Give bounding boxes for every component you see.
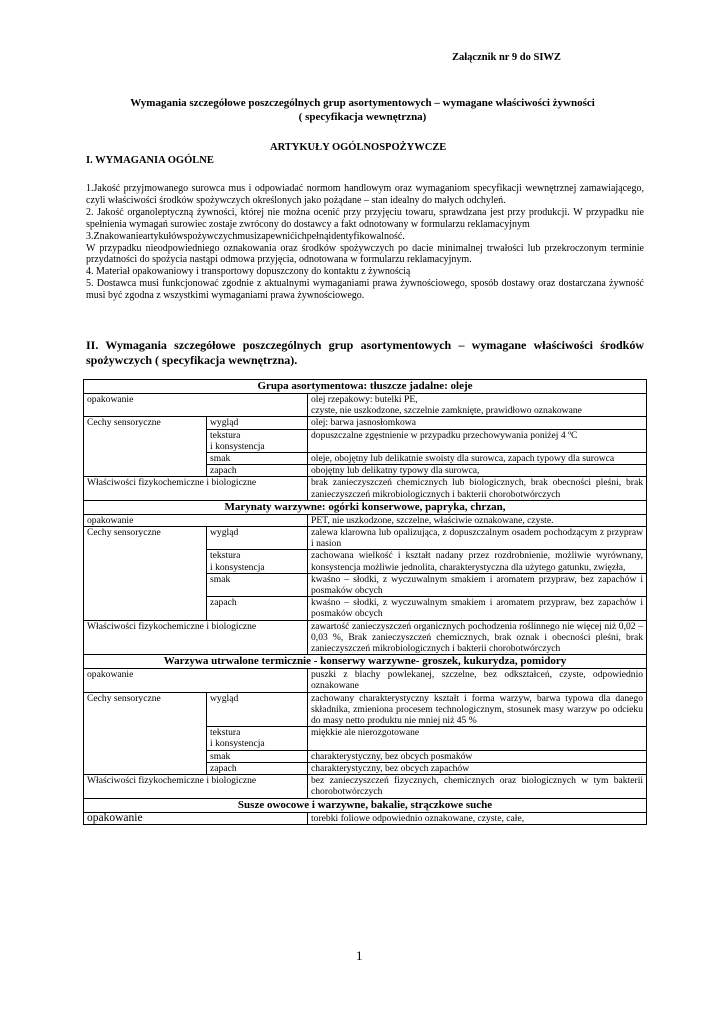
table-row [84,620,647,655]
value-line: olej rzepakowy: butelki PE, [311,394,418,405]
row-label: opakowanie [84,812,308,824]
sub-label: smak [207,573,308,596]
sub-label: zapach [207,762,308,774]
row-label: opakowanie [84,394,308,417]
row-value: zawartość zanieczyszczeń organicznych pochodzenia roślinnego nie więcej niż 0,02 – 0,03 %, Brak zanieczyszczeń chemicznych, brak oznak i obecności pleśni, brak zanieczyszczeń mikrobiologicznych i bakterii chorobotwórczych [308,620,647,655]
sub-label: tekstura i konsystencja [207,550,308,573]
row-label: Cechy sensoryczne [84,692,207,774]
row-value: kwaśno – słodki, z wyczuwalnym smakiem i aromatem przypraw, bez zapachów i posmaków obcych [308,573,647,596]
sub-label: wygląd [207,692,308,727]
row-value: charakterystyczny, bez obcych zapachów [308,762,647,774]
row-value: zalewa klarowna lub opalizująca, z dopuszczalnym osadem pochodzącym z przypraw i nasion [308,527,647,550]
table-row [84,527,647,550]
requirement-paragraph: 4. Materiał opakowaniowy i transportowy dopuszczony do kontaktu z żywnością [86,266,411,278]
requirement-paragraph: 2. Jakość organoleptyczną żywności, której nie można ocenić przy przyjęciu towaru, sprawdzana jest przy produkcji. W przypadku nie spełnienia wymagań surowiec zostaje zwrócony do dostawcy a fakt odnotowany w formularzu reklamacyjnym [86,206,644,230]
group-header-row [84,380,647,394]
section-2-heading: II. Wymagania szczegółowe poszczególnych grup asortymentowych – wymagane właściwości środków spożywczych ( specyfikacja wewnętrzna). [86,338,644,367]
requirement-paragraph: 1.Jakość przyjmowanego surowca mus i odpowiadać normom handlowym oraz wymaganiom specyfikacji wewnętrznej zamawiającego, czyli właściwości środków spożywczych określonych jako pożądane – stan idealny do małych odchyleń. [86,183,644,206]
document-title [80,96,645,124]
requirement-paragraph: 3.Znakowanieartykułówspożywczychmusizapewnićichpełnąidentyfikowalność. [86,230,405,242]
row-label: Cechy sensoryczne [84,417,207,477]
table-row [84,775,647,798]
sub-label: wygląd [207,417,308,429]
row-value: PET, nie uszkodzone, szczelne, właściwie oznakowane, czyste. [308,514,647,526]
row-value: bez zanieczyszczeń fizycznych, chemicznych oraz biologicznych w tym bakterii chorobotwórczych [308,775,647,798]
sub-label: smak [207,750,308,762]
table-row [84,514,647,526]
row-value: puszki z blachy powlekanej, szczelne, bez odkształceń, czyste, odpowiednio oznakowane [308,669,647,692]
category-subtitle: ARTYKUŁY OGÓLNOSPOŻYWCZE [270,142,447,153]
table-row [84,669,647,692]
row-value: kwaśno – słodki, z wyczuwalnym smakiem i aromatem przypraw, bez zapachów i posmaków obcych [308,597,647,620]
sub-label: tekstura i konsystencja [207,429,308,452]
row-value: oleje, obojętny lub delikatnie swoisty dla surowca, zapach typowy dla surowca [308,453,647,465]
row-label: opakowanie [84,669,308,692]
group-title: Marynaty warzywne: ogórki konserwowe, papryka, chrzan, [84,500,647,514]
row-label: Cechy sensoryczne [84,527,207,621]
row-value: obojętny lub delikatny typowy dla surowca, [308,465,647,477]
row-label: Właściwości fizykochemiczne i biologiczne [84,620,308,655]
sub-label: zapach [207,465,308,477]
row-label: Właściwości fizykochemiczne i biologiczne [84,775,308,798]
requirement-paragraph: 5. Dostawca musi funkcjonować zgodnie z aktualnymi wymaganiami prawa żywnościowego, sposób dostawy oraz dostarczana żywność musi być zgodna z wszystkimi wymaganiami prawa żywnościowego. [86,278,644,302]
title-line-1: Wymagania szczegółowe poszczególnych grup asortymentowych – wymagane właściwości żywności [130,97,595,109]
section-1-heading: I. WYMAGANIA OGÓLNE [86,155,214,166]
sub-label: zapach [207,597,308,620]
row-value: miękkie ale nierozgotowane [308,727,647,750]
group-header-row [84,655,647,669]
sub-label: wygląd [207,527,308,550]
group-title: Warzywa utrwalone termicznie - konserwy warzywne- groszek, kukurydza, pomidory [84,655,647,669]
general-requirements [86,183,644,302]
row-value: brak zanieczyszczeń chemicznych lub biologicznych, brak obecności pleśni, brak zanieczyszczeń mikrobiologicznych i bakterii chorobotwórczych [308,477,647,500]
annex-label: Załącznik nr 9 do SIWZ [452,52,561,63]
row-value: torebki foliowe odpowiednio oznakowane, czyste, całe, [308,812,647,824]
row-value [308,394,647,417]
group-title: Susze owocowe i warzywne, bakalie, strączkowe suche [84,798,647,812]
title-line-2: ( specyfikacja wewnętrzna) [298,111,427,123]
sub-label: tekstura i konsystencja [207,727,308,750]
specification-table [83,379,647,825]
table-row [84,812,647,824]
row-label: opakowanie [84,514,308,526]
row-value: dopuszczalne zgęstnienie w przypadku przechowywania poniżej 4 ºC [308,429,647,452]
group-header-row [84,798,647,812]
row-value: zachowana wielkość i kształt nadany przez rozdrobnienie, możliwie wyrównany, konsystencja możliwie jednolita, charakterystyczna dla użytego gatunku, zwięzła, [308,550,647,573]
row-value: charakterystyczny, bez obcych posmaków [308,750,647,762]
group-header-row [84,500,647,514]
row-label: Właściwości fizykochemiczne i biologiczne [84,477,308,500]
requirement-paragraph: W przypadku nieodpowiedniego oznakowania oraz środków spożywczych po dacie minimalnej trwałości lub przekroczonym terminie przydatności do spożycia nastąpi odmowa przyjęcia, odnotowana w formularzu reklamacyjnym. [86,242,644,266]
row-value: zachowany charakterystyczny kształt i forma warzyw, barwa typowa dla danego składnika, zmieniona procesem technologicznym, stosunek masy warzyw po odcieku do masy netto produktu nie mniej niż 45 % [308,692,647,727]
table-row [84,394,647,417]
table-row [84,692,647,727]
table-row [84,477,647,500]
row-value: olej: barwa jasnosłomkowa [308,417,647,429]
group-title: Grupa asortymentowa: tłuszcze jadalne: oleje [84,380,647,394]
table-row [84,417,647,429]
page-number: 1 [356,948,363,963]
value-line: czyste, nie uszkodzone, szczelnie zamknięte, prawidłowo oznakowane [311,405,582,417]
sub-label: smak [207,453,308,465]
